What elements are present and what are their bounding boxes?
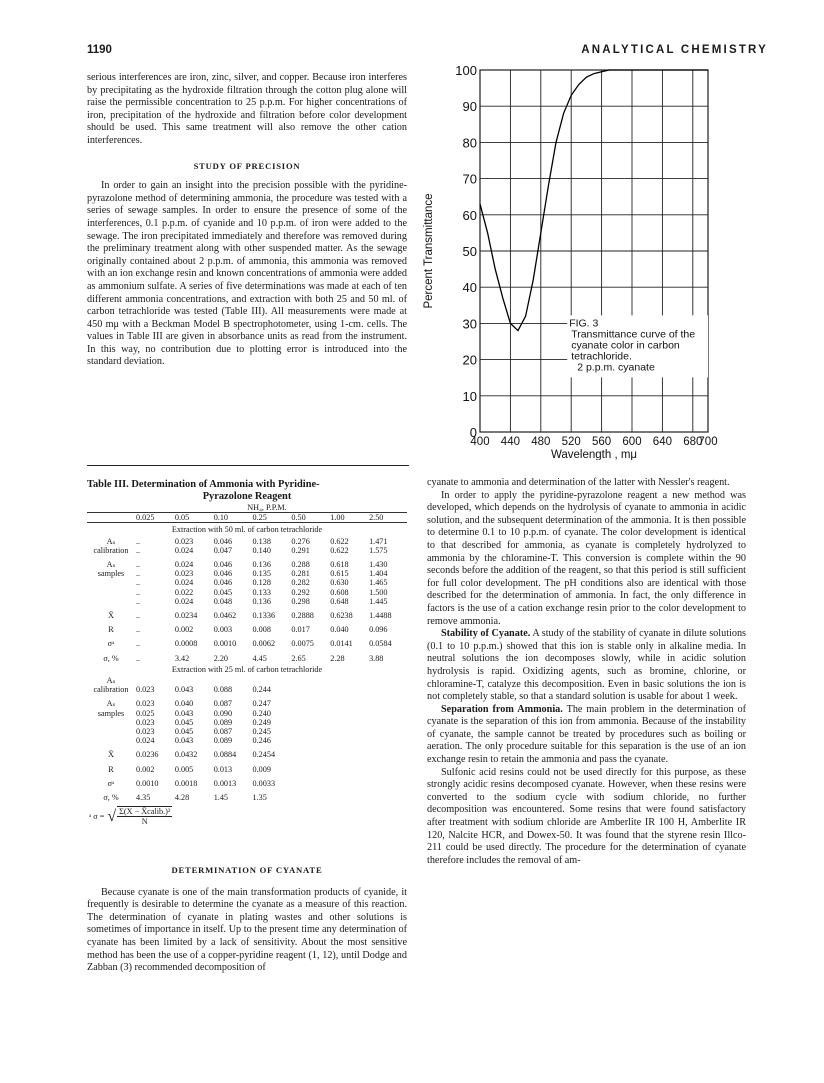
table-cell: .. <box>136 611 141 621</box>
table-title-line1: Table III. Determination of Ammonia with Pyridine- <box>87 479 320 490</box>
table-header-cell <box>87 513 135 523</box>
right-column <box>427 477 746 867</box>
paragraph: In order to gain an insight into the precision possible with the pyridine-pyrazolone method of determining ammonia, the procedure was tested with a series of sewage samples. In order to ensure the presence of some of the interferences, 0.1 p.p.m. of cyanide and 10 p.p.m. of iron were added to the sewage. The iron precipitated immediately and therefore was removed during the preliminary treatment along with other suspended matter. As the sewage originally contained about 2 p.p.m. of ammonia, this ammonia was removed with an ion exchange resin and known concentrations of ammonia were added as ammonium sulfate. A series of five determinations was made at each of ten different ammonia concentrations, and extraction with both 25 and 50 ml. of carbon tetrachloride was tested (Table III). All measurements were made at 450 mμ with a Beckman Model B spectrophotometer, using 1-cm. cells. The values in Table III are given in absorbance units as read from the instrument. In this way, no contribution due to plotting error is introduced into the standard deviation. <box>87 180 407 368</box>
table-cell: 0.246 <box>252 736 271 746</box>
table-cell: 0.249 <box>252 717 271 727</box>
table-cell: 0.002 <box>174 625 194 635</box>
x-tick-label: 480 <box>531 436 551 448</box>
table-cell: 0.648 <box>330 596 349 606</box>
table-cell: 0.087 <box>213 727 233 737</box>
x-tick-label: 680 <box>683 436 703 448</box>
table-cell: 0.047 <box>213 545 233 555</box>
table-cell: 1.445 <box>369 596 388 606</box>
table-cell: 0.024 <box>174 578 194 588</box>
table-row <box>87 793 407 802</box>
footnote-fraction <box>117 806 172 826</box>
table-cell: 0.025 <box>136 708 155 718</box>
table-row <box>87 727 407 736</box>
left-column-bottom <box>87 858 407 975</box>
table-cell: 0.0432 <box>174 750 198 760</box>
table-cell: 0.043 <box>174 736 194 746</box>
table-cell: 0.135 <box>252 569 271 579</box>
table-cell: 0.024 <box>174 596 194 606</box>
table-cell: 0.0236 <box>136 750 159 760</box>
table-cell: 0.089 <box>213 717 233 727</box>
row-label <box>87 727 135 736</box>
row-label: calibration <box>93 545 129 555</box>
table-cell: 0.046 <box>213 536 233 546</box>
table-cell: 0.046 <box>213 569 233 579</box>
run-in-heading: Stability of Cyanate. <box>441 628 531 640</box>
paragraph: serious interferences are iron, zinc, silver, and copper. Because iron interferes by precipitating as the hydroxide filtration through the cotton plug alone will raise the permissible concentration to 25 p.p.m. For higher concentrations of iron, precipitation of the hydroxide and filtration before color development should be used. This same treatment will also remove the other cation interferences. <box>87 72 407 146</box>
x-tick-label: 520 <box>561 436 581 448</box>
paragraph: cyanate to ammonia and determination of the latter with Nessler's reagent. <box>427 477 730 488</box>
annotation-line: Transmittance curve of the <box>571 328 696 341</box>
left-column-top <box>87 72 407 369</box>
table-section-row <box>87 663 407 676</box>
table-cell: 0.0013 <box>213 778 237 788</box>
table-cell: 0.292 <box>291 587 310 597</box>
table-cell: 0.281 <box>291 569 310 579</box>
table-row <box>87 546 407 555</box>
paragraph: The main problem in the determination of cyanate is the separation of this ion from ammonia. Because of the instability of cyanate, the sample cannot be treated by procedures such as boiling or aeration. The only procedure suitable for this separation is the use of an ion exchange resin to retain the ammonia and pass the cyanate. <box>427 703 746 766</box>
table-row <box>87 765 407 774</box>
table-cell: 0.298 <box>291 596 310 606</box>
table-row <box>87 685 407 694</box>
table-row <box>87 709 407 718</box>
table-cell: .. <box>136 587 141 597</box>
annotation-line: 2 p.p.m. cyanate <box>577 361 655 374</box>
row-label <box>87 597 135 606</box>
table-cell: 0.023 <box>136 727 155 737</box>
table-cell: 0.0234 <box>174 611 198 621</box>
table-row <box>87 569 407 578</box>
y-axis-label: Percent Transmittance <box>423 193 435 309</box>
table-cell: 0.040 <box>330 625 349 635</box>
x-tick-label: 400 <box>470 436 490 448</box>
table-cell: 0.043 <box>174 685 194 695</box>
section-heading: STUDY OF PRECISION <box>193 160 301 171</box>
table-cell: 1.575 <box>369 545 388 555</box>
row-label: Aₛ <box>106 676 116 686</box>
table-cell: 0.023 <box>136 699 155 709</box>
table-cell: 1.465 <box>369 578 388 588</box>
table-cell: .. <box>136 625 141 635</box>
row-label: samples <box>97 569 125 579</box>
x-tick-label: 600 <box>622 436 642 448</box>
x-axis-label: Wavelength , mμ <box>550 449 638 460</box>
row-label <box>87 718 135 727</box>
row-label: σᵃ <box>107 778 115 788</box>
table-cell: 0.090 <box>213 708 233 718</box>
table-row <box>87 611 407 620</box>
table-cell: 0.0010 <box>136 778 159 788</box>
table-header-cell: 0.025 <box>135 513 174 523</box>
row-label: X̄ <box>108 611 114 621</box>
table-row <box>87 597 407 606</box>
y-tick-label: 30 <box>462 316 477 332</box>
table-cell: .. <box>136 653 141 663</box>
y-tick-label: 10 <box>462 388 477 404</box>
table-cell: 0.618 <box>330 560 349 570</box>
table-cell: .. <box>136 569 141 579</box>
x-tick-label: 560 <box>592 436 612 448</box>
row-label: σ, % <box>103 793 119 803</box>
table-title-line2: Pyrazolone Reagent <box>202 491 292 502</box>
x-tick-label: 440 <box>500 436 520 448</box>
table-cell: 0.023 <box>174 569 194 579</box>
table-section-row <box>87 523 407 537</box>
table-cell: 0.622 <box>330 536 349 546</box>
table-cell: 0.0584 <box>369 639 392 649</box>
table-cell: 0.024 <box>174 545 194 555</box>
table-cell: 0.048 <box>213 596 233 606</box>
table-cell: .. <box>136 639 141 649</box>
sqrt-icon: √ <box>107 807 117 825</box>
table-cell: 0.0141 <box>330 639 353 649</box>
table-cell: 1.404 <box>369 569 388 579</box>
row-label: samples <box>97 708 125 718</box>
table-cell: 0.2888 <box>291 611 314 621</box>
table-cell: 0.040 <box>174 699 194 709</box>
footnote-numerator: Σ(X − X̄calib.)² <box>119 807 171 817</box>
annotation-line: cyanate color in carbon <box>571 339 680 352</box>
table-cell: 0.0008 <box>174 639 198 649</box>
table-row <box>87 676 407 685</box>
journal-title: ANALYTICAL CHEMISTRY <box>581 44 768 56</box>
table-cell: 0.136 <box>252 560 271 570</box>
annotation-line: tetrachloride. <box>571 350 632 363</box>
row-label: Aₛ <box>106 699 116 709</box>
table-header-cell: 0.10 <box>213 513 252 523</box>
table-header-cell: 0.50 <box>290 513 329 523</box>
table-cell: 0.140 <box>252 545 271 555</box>
table-cell: 3.42 <box>174 653 190 663</box>
table-cell: 0.2454 <box>252 750 276 760</box>
table-cell: 0.622 <box>330 545 349 555</box>
table-row <box>87 718 407 727</box>
y-tick-label: 40 <box>462 280 477 296</box>
paragraph: A study of the stability of cyanate in dilute solutions (0.1 to 10 p.p.m.) showed that this ion is stable only in alkaline media. In neutral solutions the ion decomposes slowly, while in acidic solution hydrolysis is rapid. Oxidizing agents, such as bromine, chlorine, or chloramine-T, catalyze this decomposition. Even in basic solutions the ion is not completely stable, so that a standard solution is usable for about 1 week. <box>427 628 747 703</box>
divider <box>87 465 409 466</box>
annotation-line: FIG. 3 <box>569 317 599 330</box>
table-row <box>87 537 407 546</box>
table-cell: .. <box>136 596 141 606</box>
table-cell: 0.024 <box>136 736 155 746</box>
y-tick-label: 90 <box>462 99 477 115</box>
table-cell: 1.471 <box>369 536 388 546</box>
table-cell: 0.046 <box>213 578 233 588</box>
table-cell: 0.0462 <box>213 611 237 621</box>
table-cell: .. <box>136 536 141 546</box>
y-tick-label: 70 <box>462 171 477 187</box>
table-cell: 0.138 <box>252 536 271 546</box>
table-cell: 0.005 <box>174 764 194 774</box>
table-cell: 0.003 <box>213 625 233 635</box>
y-tick-label: 100 <box>455 63 477 78</box>
section-heading: DETERMINATION OF CYANATE <box>171 865 323 875</box>
table-header-cell: 0.05 <box>174 513 213 523</box>
row-label: R <box>108 764 114 774</box>
table-cell: 0.022 <box>174 587 194 597</box>
table-cell: 0.291 <box>291 545 310 555</box>
table-cell: 0.009 <box>252 764 271 774</box>
table-cell: .. <box>136 545 141 555</box>
table-header-cell: 2.50 <box>368 513 407 523</box>
table-cell: 0.0884 <box>213 750 237 760</box>
table-cell: 0.6238 <box>330 611 353 621</box>
paragraph: Sulfonic acid resins could not be used directly for this purpose, as these strongly acidic resins decomposed cyanate. However, when these resins were converted to the sodium cycle with sodium chloride, no further decomposition was encountered. Some resins that were found satisfactory after treatment with sodium chloride are Amberlite IR 100 H, Amberlite IR 120, Nalcite HCR, and Dowex-50. It was found that the styrene resin Illco-211 could be used directly. The procedure for the determination of cyanate therefore includes the removal of am- <box>427 766 746 866</box>
table-cell: 0.043 <box>174 708 194 718</box>
table-cell: 2.20 <box>213 653 229 663</box>
table-cell: 0.087 <box>213 699 233 709</box>
table-cell: 0.017 <box>291 625 310 635</box>
table-cell: 0.013 <box>213 764 233 774</box>
table-cell: 0.128 <box>252 578 271 588</box>
row-label: σ, % <box>103 653 119 663</box>
table-header-cell: 1.00 <box>329 513 368 523</box>
table-cell: 3.88 <box>369 653 384 663</box>
table-cell: .. <box>136 560 141 570</box>
footnote-denominator: N <box>141 817 148 827</box>
table-cell: 0.008 <box>252 625 271 635</box>
table-cell: 4.35 <box>136 793 151 803</box>
row-label <box>87 736 135 745</box>
table-cell: 0.096 <box>369 625 388 635</box>
transmittance-chart <box>418 60 718 460</box>
table-cell: 0.089 <box>213 736 233 746</box>
table-cell: 4.45 <box>252 653 267 663</box>
table-cell: 2.28 <box>330 653 345 663</box>
table-cell: 0.0075 <box>291 639 314 649</box>
table-cell: 0.630 <box>330 578 349 588</box>
y-tick-label: 60 <box>462 207 477 223</box>
row-label <box>87 578 135 587</box>
table-cell: 0.045 <box>174 727 194 737</box>
table-cell: 0.023 <box>136 717 155 727</box>
data-table <box>87 512 407 802</box>
table-cell: 0.0018 <box>174 778 198 788</box>
row-label <box>87 588 135 597</box>
table-row <box>87 639 407 648</box>
table-cell: 0.1336 <box>252 611 276 621</box>
section-label: Extraction with 25 ml. of carbon tetrachloride <box>171 664 323 674</box>
table-cell: 0.0033 <box>252 778 276 788</box>
transmittance-curve <box>480 70 708 331</box>
table-cell: 0.245 <box>252 727 271 737</box>
table-row <box>87 736 407 745</box>
table-cell: 0.133 <box>252 587 271 597</box>
table-iii <box>87 479 407 827</box>
table-cell: 0.244 <box>252 685 271 695</box>
y-tick-label: 50 <box>462 244 477 259</box>
y-tick-label: 80 <box>462 135 477 151</box>
page-number: 1190 <box>87 44 112 56</box>
table-row <box>87 750 407 759</box>
table-cell: 0.045 <box>213 587 233 597</box>
table-row <box>87 625 407 634</box>
table-cell: 0.0062 <box>252 639 276 649</box>
table-cell: 0.276 <box>291 536 310 546</box>
table-unit: NH₄, P.P.M. <box>247 503 287 512</box>
table-cell: 0.282 <box>291 578 310 588</box>
table-cell: 0.024 <box>174 560 194 570</box>
row-label: calibration <box>93 685 129 695</box>
footnote-lhs: ᵃ σ = <box>89 811 105 821</box>
table-cell: 0.247 <box>252 699 271 709</box>
run-in-heading: Separation from Ammonia. <box>441 703 563 715</box>
table-cell: 0.615 <box>330 569 349 579</box>
table-title <box>87 479 407 503</box>
table-cell: 0.288 <box>291 560 310 570</box>
table-cell: 2.65 <box>291 653 306 663</box>
table-cell: 0.608 <box>330 587 349 597</box>
table-cell: 1.45 <box>213 793 229 803</box>
table-cell: 0.240 <box>252 708 271 718</box>
x-tick-label: 640 <box>652 436 672 448</box>
paragraph: In order to apply the pyridine-pyrazolone reagent a new method was developed, which depends on the hydrolysis of cyanate to ammonia in acidic solution, and the subsequent determination of the ammonia. It is then possible to determine 0.1 to 10 p.p.m. of cyanate. The color development is identical to that described for ammonia, as cyanate is completely hydrolyzed to ammonia by the chloramine-T. This conversion is complete within the 90 seconds before the addition of the reagent, so that this period is still sufficient for full color development. The pH conditions also are identical with those described for the determination of ammonia. In fact, the only difference in factors is the use of a cation exchange resin prior to the color development to remove ammonia. <box>427 489 746 627</box>
row-label: X̄ <box>108 750 114 760</box>
y-tick-label: 20 <box>462 352 477 368</box>
x-tick-label: 700 <box>698 436 718 448</box>
table-row <box>87 699 407 708</box>
table-cell: 1.430 <box>369 560 388 570</box>
table-row <box>87 560 407 569</box>
table-row <box>87 779 407 788</box>
table-cell: 1.4488 <box>369 611 392 621</box>
table-cell: 0.088 <box>213 685 233 695</box>
section-label: Extraction with 50 ml. of carbon tetrachloride <box>171 525 323 535</box>
table-cell: 0.023 <box>174 536 194 546</box>
row-label: σᵃ <box>107 639 115 649</box>
table-footnote <box>87 806 407 826</box>
table-cell: 1.500 <box>369 587 388 597</box>
row-label: Aₛ <box>106 560 116 570</box>
table-cell: .. <box>136 578 141 588</box>
table-cell: 0.046 <box>213 560 233 570</box>
chart-svg <box>418 60 718 460</box>
table-cell: 0.136 <box>252 596 271 606</box>
table-row <box>87 578 407 587</box>
table-row <box>87 654 407 663</box>
table-cell: 0.023 <box>136 685 155 695</box>
table-cell: 4.28 <box>174 793 190 803</box>
table-cell: 1.35 <box>252 793 267 803</box>
row-label: R <box>108 625 114 635</box>
table-cell: 0.002 <box>136 764 155 774</box>
row-label: Aₛ <box>106 536 116 546</box>
table-header-row <box>87 513 407 523</box>
table-header-cell: 0.25 <box>252 513 291 523</box>
table-cell: 0.0010 <box>213 639 237 649</box>
table-cell: 0.045 <box>174 717 194 727</box>
paragraph: Because cyanate is one of the main transformation products of cyanide, it frequently is desirable to determine the cyanate as a measure of this reaction. The determination of cyanate in plating wastes and other solutions is sometimes of importance in itself. Up to the present time any determination of cyanate has been limited by a lack of sensitivity. About the most sensitive method has been the use of a copper-pyridine reagent (1, 12), until Dodge and Zabban (3) recommended decomposition of <box>87 886 407 974</box>
table-row <box>87 588 407 597</box>
y-tick-label: 0 <box>469 425 477 440</box>
